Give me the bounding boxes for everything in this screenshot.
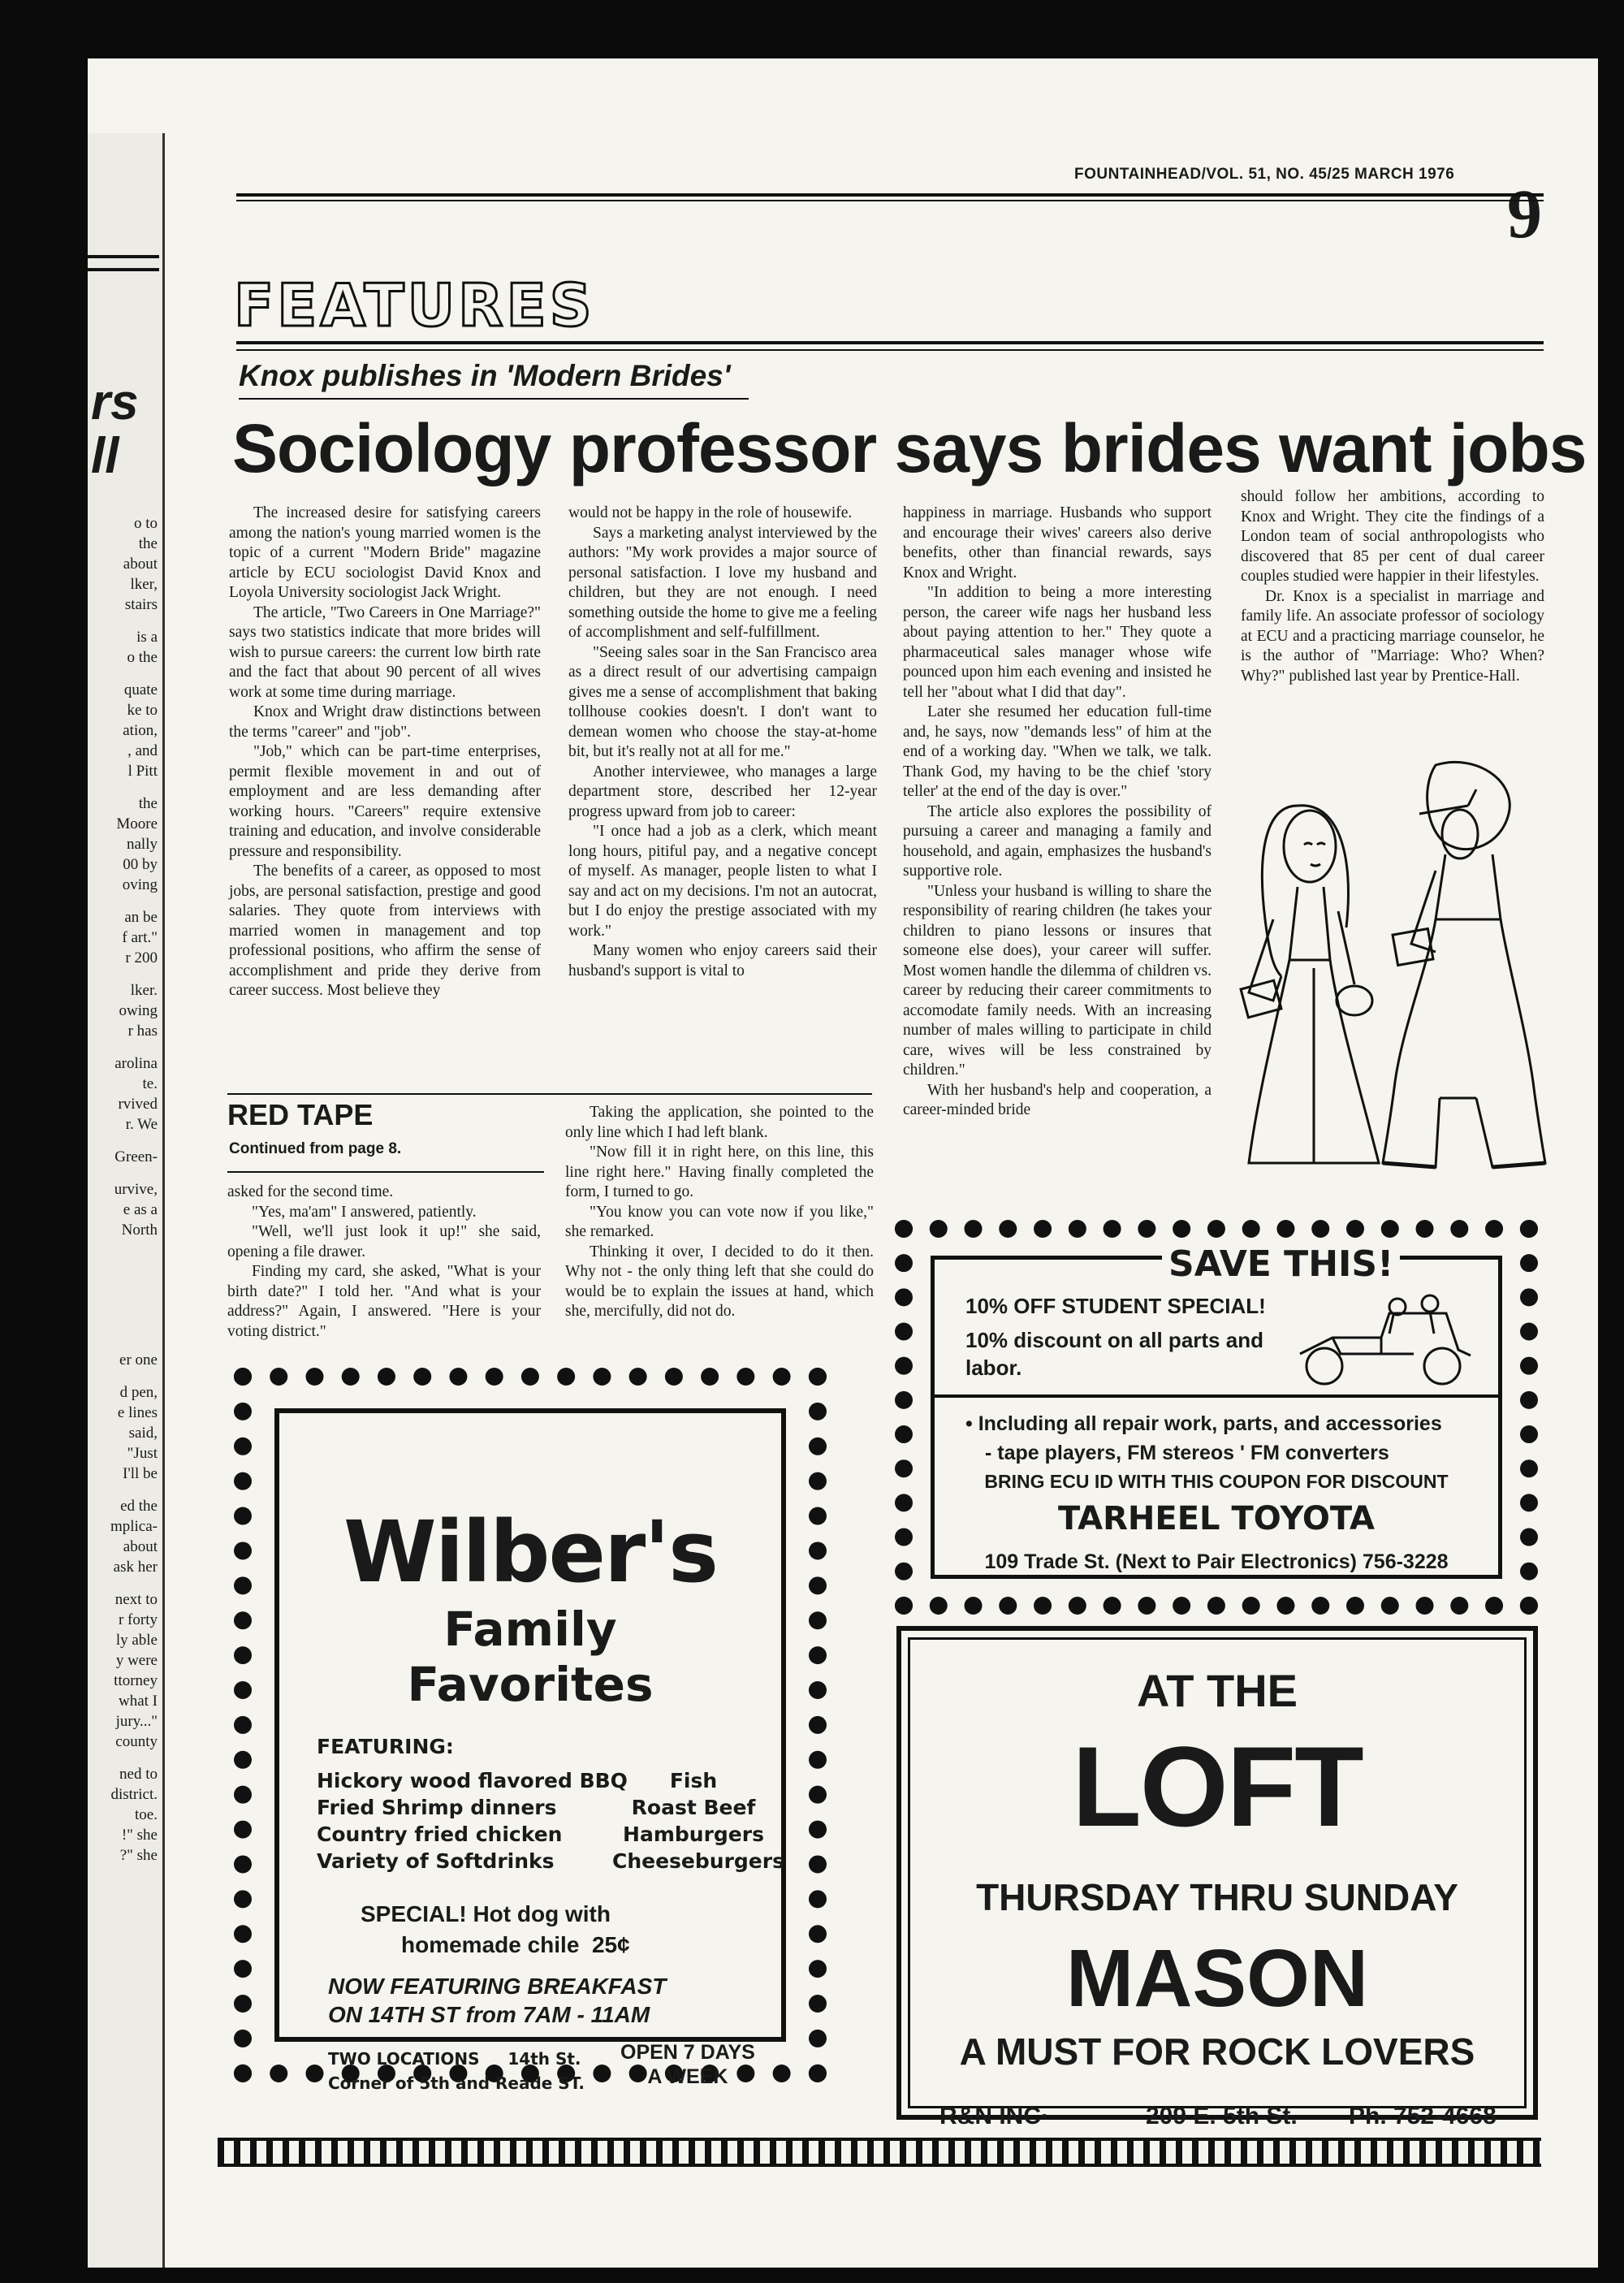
article-paragraph: would not be happy in the role of housewife. xyxy=(568,504,853,521)
top-rule-thin xyxy=(236,200,1544,201)
red-tape-column-2 xyxy=(565,1103,874,1322)
menu-item: Hamburgers xyxy=(623,1823,764,1846)
article-paragraph: The increased desire for satisfying careers among the nation's young married women is the topic of a current "Modern Bride" magazine article by ECU sociologist David Knox and Loyola University sociologist Jack Wright. xyxy=(229,504,541,601)
previous-page-strip xyxy=(88,133,165,2268)
previous-page-fragment: about xyxy=(123,1538,158,1555)
article-paragraph: Many women who enjoy careers said their husband's support is vital to xyxy=(568,942,877,979)
red-tape-rule xyxy=(227,1171,544,1173)
coupon-divider xyxy=(935,1394,1498,1398)
previous-page-fragment: "Just xyxy=(127,1445,158,1462)
wilbers-menu-right xyxy=(612,1767,784,1874)
wilbers-ad-frame xyxy=(274,1408,786,2093)
previous-page-fragment: county xyxy=(115,1733,158,1750)
coupon-bullets xyxy=(965,1409,1442,1468)
red-tape-paragraph: asked for the second time. xyxy=(227,1183,394,1200)
coupon-bullet: - tape players, FM stereos ' FM converters xyxy=(985,1442,1389,1464)
previous-page-fragment: d pen, xyxy=(119,1384,158,1401)
coupon-bullet: • Including all repair work, parts, and accessories xyxy=(965,1412,1442,1435)
previous-page-fragment: 00 by xyxy=(123,856,158,873)
previous-page-fragment: owing xyxy=(119,1002,158,1019)
previous-page-fragment: is a xyxy=(136,629,158,646)
menu-item: Fish xyxy=(669,1769,718,1792)
page-number: 9 xyxy=(1507,175,1542,253)
loft-company: R&N INC· xyxy=(939,2103,1049,2130)
previous-page-fragment: Moore xyxy=(116,815,158,832)
special-line xyxy=(361,1930,630,1961)
previous-page-fragment: r forty xyxy=(118,1611,158,1628)
article-column-4 xyxy=(1241,487,1544,686)
previous-page-fragment: l Pitt xyxy=(127,763,158,780)
locations-label: TWO LOCATIONS xyxy=(328,2049,480,2069)
headline: Sociology professor says brides want jobs xyxy=(232,410,1587,486)
previous-page-fragment: te. xyxy=(142,1075,158,1092)
article-paragraph: "In addition to being a more interesting person, the career wife nags her husband less about paying attention to her." They quote a pharmaceutical sales manager whose wife pounced upon him each evening and insisted he tell her "about what I did that day". xyxy=(903,584,1212,701)
wilbers-menu-left xyxy=(317,1767,628,1874)
previous-page-fragment: , and xyxy=(127,742,158,759)
wilbers-breakfast xyxy=(328,1972,666,2029)
toyota-coupon-ad xyxy=(895,1220,1538,1615)
save-this-title: SAVE THIS! xyxy=(1162,1243,1400,1285)
wilbers-title: Wilber's xyxy=(343,1503,718,1602)
loft-ad-frame xyxy=(908,1637,1527,2130)
red-tape-paragraph: Finding my card, she asked, "What is your birth date?" I told her. "And what is your address?" Again, I answered. "Here is your voting district." xyxy=(227,1263,541,1340)
antique-car-icon xyxy=(1284,1289,1487,1386)
breakfast-line: ON 14TH ST from 7AM - 11AM xyxy=(328,2002,650,2027)
red-tape-column-1 xyxy=(227,1183,541,1342)
bring-id-line: BRING ECU ID WITH THIS COUPON FOR DISCOUNT xyxy=(984,1471,1449,1492)
loft-days: THURSDAY THRU SUNDAY xyxy=(976,1876,1458,1918)
previous-page-fragment: ed the xyxy=(120,1498,158,1515)
article-paragraph: With her husband's help and cooperation, a career-minded bride xyxy=(903,1081,1212,1118)
red-tape-top-rule xyxy=(227,1093,872,1095)
previous-page-fragment: jury..." xyxy=(115,1713,158,1730)
article-paragraph: Later she resumed her education full-time and, he says, now "demands less" of him at the end of a working day. "When we talk, we talk. Thank God, my having to be the chief 'story teller' at the end of the day is over." xyxy=(903,703,1212,800)
loft-name: LOFT xyxy=(1072,1723,1363,1850)
previous-page-fragment: !" she xyxy=(121,1827,158,1844)
bottom-decorative-border xyxy=(218,2138,1541,2167)
red-tape-paragraph: "You know you can vote now if you like," she remarked. xyxy=(565,1203,874,1240)
red-tape-paragraph: Thinking it over, I decided to do it then. Why not - the only thing left that she could do would be to explain the issues at hand, which she, mercifully, did not do. xyxy=(565,1243,874,1320)
article-paragraph: The article also explores the possibility of pursuing a career and managing a family and household, and again, emphasizes the husband's supportive role. xyxy=(903,802,1212,880)
previous-page-fragment: the xyxy=(138,795,158,812)
menu-item: Hickory wood flavored BBQ xyxy=(317,1769,628,1792)
previous-page-fragment: about xyxy=(123,556,158,573)
previous-headline-fragment: ll xyxy=(91,428,119,484)
previous-page-fragment: North xyxy=(121,1221,158,1239)
article-paragraph: happiness in marriage. Husbands who support and encourage their wives' careers also derive benefits, other than financial rewards, says Knox and Wright. xyxy=(903,504,1212,582)
loft-tagline: A MUST FOR ROCK LOVERS xyxy=(959,2030,1475,2073)
student-special: 10% OFF STUDENT SPECIAL! xyxy=(965,1294,1266,1318)
previous-page-fragment: o the xyxy=(127,649,158,666)
previous-page-fragment: e as a xyxy=(123,1201,158,1218)
toyota-coupon-frame xyxy=(931,1243,1502,1579)
wilbers-family: Family xyxy=(443,1602,617,1657)
previous-page-fragment: r. We xyxy=(125,1116,158,1133)
wilbers-ad xyxy=(234,1368,827,2093)
previous-page-fragment: said, xyxy=(128,1425,158,1442)
location-1: 14th St. xyxy=(508,2049,581,2069)
loft-ad xyxy=(896,1626,1538,2130)
kicker-rule xyxy=(239,398,749,400)
previous-headline-fragment: rs xyxy=(91,374,139,430)
article-paragraph: Another interviewee, who manages a large department store, described her 12-year progress upward from job to career: xyxy=(568,763,877,820)
previous-page-rule xyxy=(88,255,159,258)
previous-page-fragment: rvived xyxy=(118,1096,158,1113)
previous-page-fragment: ly able xyxy=(115,1632,158,1649)
red-tape-paragraph: "Well, we'll just look it up!" she said, opening a file drawer. xyxy=(227,1223,541,1260)
folio-line: FOUNTAINHEAD/VOL. 51, NO. 45/25 MARCH 1976 xyxy=(1074,166,1455,183)
article-paragraph: The benefits of a career, as opposed to most jobs, are personal satisfaction, prestige and good salaries. They quote from interviews with married women in management and top professional positions, who affirm the sense of accomplishment and pride they derive from career success. Most believe they xyxy=(229,863,541,999)
previous-page-fragment: ke to xyxy=(127,702,158,719)
dealer-address: 109 Trade St. (Next to Pair Electronics) 756-3228 xyxy=(984,1550,1449,1573)
special-line: SPECIAL! Hot dog with xyxy=(361,1901,611,1926)
previous-page-fragment: arolina xyxy=(114,1055,158,1072)
article-paragraph: "Seeing sales soar in the San Francisco area as a direct result of our advertising campaign gives me a sense of accomplishment that baking tollhouse cookies doesn't. I don't want to demean women who choose the stay-at-home bit, but it's really not at all for me." xyxy=(568,643,877,760)
section-rule-thin xyxy=(236,349,1544,351)
menu-item: Cheeseburgers xyxy=(612,1849,784,1873)
previous-page-fragment: district. xyxy=(110,1786,158,1803)
special-price: 25¢ xyxy=(591,1932,630,1957)
previous-page-fragment: nally xyxy=(127,836,158,853)
previous-page-fragment: toe. xyxy=(135,1806,158,1823)
location-2: Corner of 5th and Reade ST. xyxy=(328,2073,585,2093)
article-paragraph: Dr. Knox is a specialist in marriage and family life. An associate professor of sociology at ECU and a practicing marriage counselor, he is the author of "Marriage: Who? When? Why?" published last year by Prentice-Hall. xyxy=(1241,587,1544,685)
previous-page-fragment: ned to xyxy=(119,1766,158,1783)
loft-phone: Ph. 752-4668 xyxy=(1349,2103,1497,2130)
previous-page-fragment: urvive, xyxy=(114,1181,158,1198)
previous-page-fragment: quate xyxy=(123,681,158,698)
previous-page-fragment: ttorney xyxy=(114,1672,158,1689)
article-paragraph: Knox and Wright draw distinctions between the terms "career" and "job". xyxy=(229,703,541,741)
previous-page-rule xyxy=(88,268,159,271)
top-rule xyxy=(236,193,1544,197)
open-line: A WEEK xyxy=(647,2065,728,2088)
previous-page-fragment: what I xyxy=(118,1693,158,1710)
red-tape-continued: Continued from page 8. xyxy=(229,1140,402,1157)
previous-page-fragment: Green- xyxy=(114,1148,158,1165)
article-paragraph: "Unless your husband is willing to share the responsibility of rearing children (he takes your children to piano lessons or insures that someone else does), your career will suffer. Most women handle the dilemma of children vs. career by reducing their career commitments to accomodate family needs. With an increasing number of males willing to participate in child care, wives will be less constrained by children." xyxy=(903,882,1212,1079)
article-paragraph: Says a marketing analyst interviewed by the authors: "My work provides a major source of personal satisfaction. I love my husband and children, but they are not enough. I need something outside the home to give me a feeling of accomplishment and self-fulfillment. xyxy=(568,524,877,641)
previous-page-fragment: next to xyxy=(114,1591,158,1608)
loft-address: 209 E. 5th St. xyxy=(1146,2103,1298,2130)
newspaper-page xyxy=(88,58,1598,2268)
red-tape-paragraph: Taking the application, she pointed to the only line which I had left blank. xyxy=(565,1104,874,1141)
menu-item: Roast Beef xyxy=(631,1796,756,1819)
kicker: Knox publishes in 'Modern Brides' xyxy=(239,359,731,392)
wilbers-open xyxy=(620,2040,755,2089)
article-paragraph: "Job," which can be part-time enterprises, permit flexible movement in and out of employment and are less demanding after working hours. "Careers" require extensive training and education, and involve considerable pressure and responsibility. xyxy=(229,743,541,860)
article-paragraph: should follow her ambitions, according to Knox and Wright. They cite the findings of a London team of social anthropologists who discovered that 85 per cent of dual career couples studied were happier in their lifestyles. xyxy=(1241,488,1544,585)
previous-page-fragment: e lines xyxy=(117,1404,158,1421)
loft-at-the: AT THE xyxy=(1136,1665,1298,1716)
wilbers-favorites: Favorites xyxy=(407,1657,654,1712)
section-title: FEATURES xyxy=(234,271,595,339)
dealer-name: TARHEEL TOYOTA xyxy=(1057,1500,1376,1537)
red-tape-title: RED TAPE xyxy=(227,1098,374,1131)
red-tape-paragraph: "Now fill it in right here, on this line, this line right here." Having finally completed the form, I turned to go. xyxy=(565,1144,874,1200)
previous-page-fragment: lker, xyxy=(130,576,158,593)
previous-page-fragment: y were xyxy=(115,1652,158,1669)
wilbers-featuring: FEATURING: xyxy=(317,1735,454,1758)
previous-page-fragment: an be xyxy=(124,909,158,926)
previous-page-fragment: oving xyxy=(122,876,158,893)
article-column-1 xyxy=(229,504,541,1001)
locations-line xyxy=(328,2047,585,2071)
previous-page-fragment: o to xyxy=(133,515,158,532)
previous-page-fragment: ask her xyxy=(113,1559,158,1576)
previous-page-fragment: r 200 xyxy=(125,949,158,966)
previous-page-fragment: mplica- xyxy=(110,1518,158,1535)
previous-page-fragment: I'll be xyxy=(123,1465,158,1482)
menu-item: Fried Shrimp dinners xyxy=(317,1796,557,1819)
section-rule xyxy=(236,341,1544,344)
article-paragraph: "I once had a job as a clerk, which meant long hours, pitiful pay, and a negative concept of myself. As manager, people listen to what I say and act on my decisions. I'm not an autocrat, but I do enjoy the prestige associated with my work." xyxy=(568,823,877,940)
previous-page-fragment: f art." xyxy=(122,929,158,946)
couple-illustration xyxy=(1233,757,1549,1196)
menu-item: Variety of Softdrinks xyxy=(317,1849,555,1873)
article-column-2 xyxy=(568,504,877,981)
menu-item: Country fried chicken xyxy=(317,1823,563,1846)
discount-line: 10% discount on all parts and labor. xyxy=(965,1328,1263,1380)
previous-page-fragment: er one xyxy=(119,1351,158,1369)
previous-page-fragment: stairs xyxy=(124,596,158,613)
previous-page-fragment: ?" she xyxy=(119,1847,158,1864)
red-tape-paragraph: "Yes, ma'am" I answered, patiently. xyxy=(252,1203,477,1221)
previous-page-fragment: the xyxy=(138,535,158,552)
breakfast-line: NOW FEATURING BREAKFAST xyxy=(328,1974,667,1999)
wilbers-special xyxy=(361,1899,630,1961)
special-line-text: homemade chile xyxy=(401,1932,580,1957)
previous-page-fragment: r has xyxy=(127,1023,158,1040)
article-paragraph: The article, "Two Careers in One Marriage?" says two statistics indicate that more brides will wish to pursue careers: the current low birth rate and the fact that about 90 percent of all wives work at some time during marriage. xyxy=(229,603,541,701)
previous-page-fragment: ation, xyxy=(123,722,158,739)
article-column-3 xyxy=(903,504,1212,1121)
loft-band: MASON xyxy=(1065,1933,1369,2024)
wilbers-locations xyxy=(328,2047,585,2095)
open-line: OPEN 7 DAYS xyxy=(620,2041,755,2064)
previous-page-fragment: lker. xyxy=(130,982,158,999)
